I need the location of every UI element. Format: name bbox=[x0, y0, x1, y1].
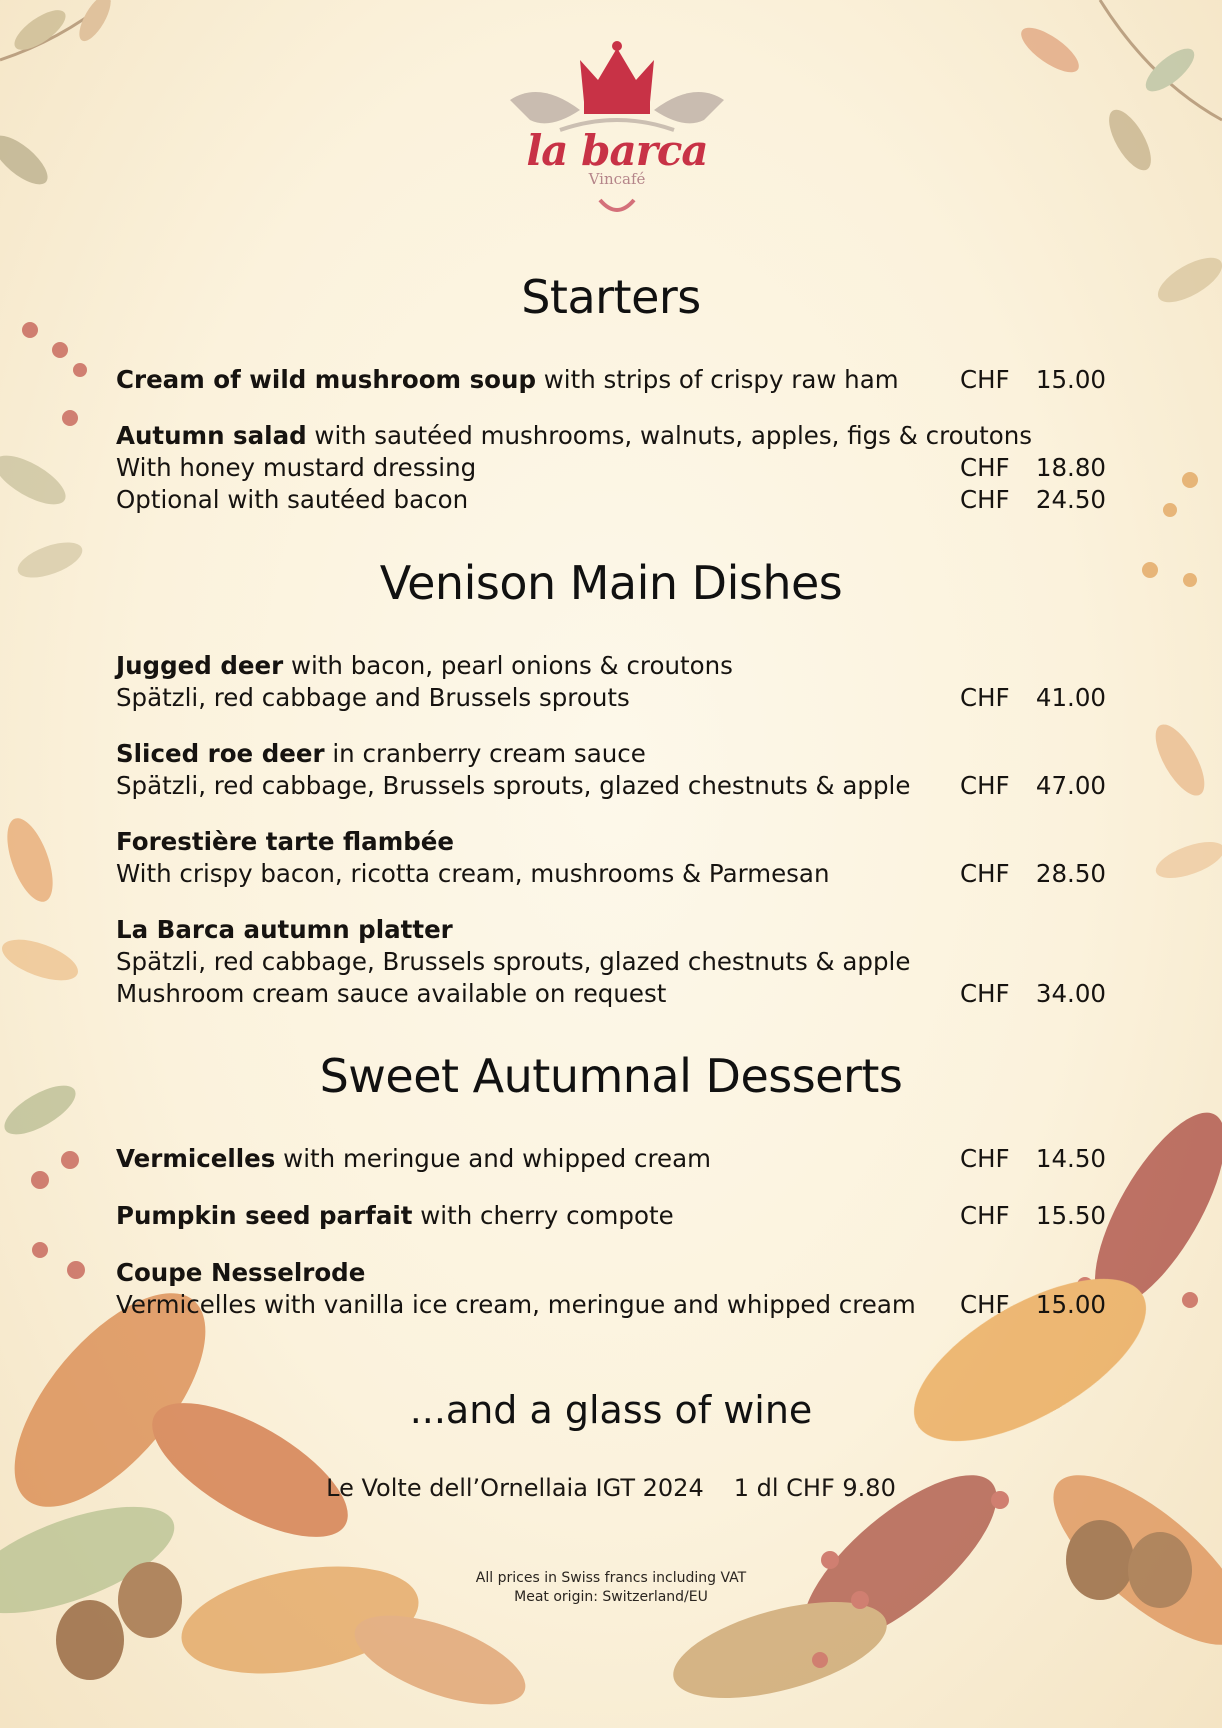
menu-item-price: 15.00 bbox=[1035, 1290, 1106, 1319]
menu-item-row bbox=[116, 364, 1106, 396]
menu-item-description bbox=[116, 770, 910, 802]
menu-item-currency: CHF bbox=[960, 771, 1010, 800]
menu-item-currency: CHF bbox=[960, 683, 1010, 712]
menu-item-currency: CHF bbox=[960, 1201, 1010, 1230]
menu-item-detail: With honey mustard dressing bbox=[116, 453, 477, 482]
menu-item-description bbox=[116, 452, 476, 484]
menu-item-name: Vermicelles bbox=[116, 1144, 276, 1173]
menu-item-detail: Spätzli, red cabbage, Brussels sprouts, glazed chestnuts & apple bbox=[116, 771, 911, 800]
brand-name: la barca bbox=[526, 126, 708, 175]
menu-item-name: Jugged deer bbox=[116, 651, 284, 680]
wine-price: 1 dl CHF 9.80 bbox=[733, 1474, 896, 1502]
menu-item-description bbox=[116, 364, 899, 396]
menu-item-row bbox=[116, 682, 1106, 714]
menu-item-row bbox=[116, 770, 1106, 802]
menu-item-name: Cream of wild mushroom soup bbox=[116, 365, 536, 394]
menu-item-row bbox=[116, 978, 1106, 1010]
menu-item-name: Coupe Nesselrode bbox=[116, 1258, 366, 1287]
menu-item-detail: with sautéed mushrooms, walnuts, apples, figs & croutons bbox=[306, 421, 1033, 450]
menu-item-name: Autumn salad bbox=[116, 421, 307, 450]
menu-item-row bbox=[116, 1200, 1106, 1232]
menu-item-name: La Barca autumn platter bbox=[116, 915, 453, 944]
menu-item-description bbox=[116, 484, 468, 516]
menu-item-row bbox=[116, 1289, 1106, 1321]
menu-item-detail: Vermicelles with vanilla ice cream, meringue and whipped cream bbox=[116, 1290, 916, 1319]
menu-item-row bbox=[116, 858, 1106, 890]
menu-item-detail: in cranberry cream sauce bbox=[324, 739, 646, 768]
menu-item-description bbox=[116, 914, 453, 946]
menu-item-detail: Spätzli, red cabbage, Brussels sprouts, glazed chestnuts & apple bbox=[116, 947, 911, 976]
menu-item-currency: CHF bbox=[960, 485, 1010, 514]
menu-item-currency: CHF bbox=[960, 453, 1010, 482]
la-barca-logo bbox=[500, 40, 734, 230]
menu-item-row bbox=[116, 914, 1106, 946]
menu-item-description bbox=[116, 1257, 365, 1289]
menu-item-row bbox=[116, 1257, 1106, 1289]
menu-item-detail: Mushroom cream sauce available on request bbox=[116, 979, 667, 1008]
menu-item-currency: CHF bbox=[960, 859, 1010, 888]
menu-item-currency: CHF bbox=[960, 365, 1010, 394]
menu-item-name: Forestière tarte flambée bbox=[116, 827, 454, 856]
menu-item-row bbox=[116, 452, 1106, 484]
menu-item-price: 15.50 bbox=[1035, 1201, 1106, 1230]
menu-item-row bbox=[116, 650, 1106, 682]
starters-heading: Starters bbox=[521, 270, 701, 324]
menu-item-row bbox=[116, 946, 1106, 978]
menu-item-description bbox=[116, 826, 454, 858]
menu-item-currency: CHF bbox=[960, 1144, 1010, 1173]
wine-heading: ...and a glass of wine bbox=[409, 1388, 813, 1432]
menu-item-price: 14.50 bbox=[1035, 1144, 1106, 1173]
menu-item-description bbox=[116, 858, 829, 890]
wine-line bbox=[0, 1474, 1222, 1502]
menu-item-detail: with meringue and whipped cream bbox=[275, 1144, 711, 1173]
menu-item-detail: With crispy bacon, ricotta cream, mushrooms & Parmesan bbox=[116, 859, 830, 888]
menu-item-currency: CHF bbox=[960, 979, 1010, 1008]
brand-sub: Vincafé bbox=[588, 170, 646, 188]
menu-item-currency: CHF bbox=[960, 1290, 1010, 1319]
menu-item-price: 41.00 bbox=[1035, 683, 1106, 712]
desserts-heading: Sweet Autumnal Desserts bbox=[319, 1049, 903, 1103]
mains-heading: Venison Main Dishes bbox=[379, 556, 843, 610]
footer-meat-origin: Meat origin: Switzerland/EU bbox=[514, 1589, 708, 1605]
menu-item-price: 24.50 bbox=[1035, 485, 1106, 514]
menu-item-row bbox=[116, 738, 1106, 770]
menu-item-description bbox=[116, 650, 733, 682]
menu-item-price: 18.80 bbox=[1035, 453, 1106, 482]
menu-item-description bbox=[116, 946, 910, 978]
menu-item-row bbox=[116, 420, 1106, 452]
menu-item-description bbox=[116, 978, 666, 1010]
menu-item-detail: with cherry compote bbox=[412, 1201, 674, 1230]
menu-item-detail: Spätzli, red cabbage and Brussels sprouts bbox=[116, 683, 630, 712]
menu-item-price: 47.00 bbox=[1035, 771, 1106, 800]
menu-item-description bbox=[116, 420, 1032, 452]
menu-item-row bbox=[116, 826, 1106, 858]
menu-item-description bbox=[116, 1200, 674, 1232]
footer-vat-note: All prices in Swiss francs including VAT bbox=[475, 1570, 747, 1586]
menu-item-description bbox=[116, 682, 630, 714]
menu-item-description bbox=[116, 1289, 916, 1321]
menu-item-price: 15.00 bbox=[1035, 365, 1106, 394]
menu-item-row bbox=[116, 1143, 1106, 1175]
menu-item-description bbox=[116, 738, 646, 770]
menu-item-name: Pumpkin seed parfait bbox=[116, 1201, 413, 1230]
menu-item-description bbox=[116, 1143, 711, 1175]
menu-item-detail: with strips of crispy raw ham bbox=[535, 365, 899, 394]
wine-name: Le Volte dell’Ornellaia IGT 2024 bbox=[326, 1474, 704, 1502]
menu-item-row bbox=[116, 484, 1106, 516]
menu-item-detail: with bacon, pearl onions & croutons bbox=[283, 651, 733, 680]
menu-item-detail: Optional with sautéed bacon bbox=[116, 485, 469, 514]
menu-item-price: 28.50 bbox=[1035, 859, 1106, 888]
menu-item-price: 34.00 bbox=[1035, 979, 1106, 1008]
menu-item-name: Sliced roe deer bbox=[116, 739, 325, 768]
